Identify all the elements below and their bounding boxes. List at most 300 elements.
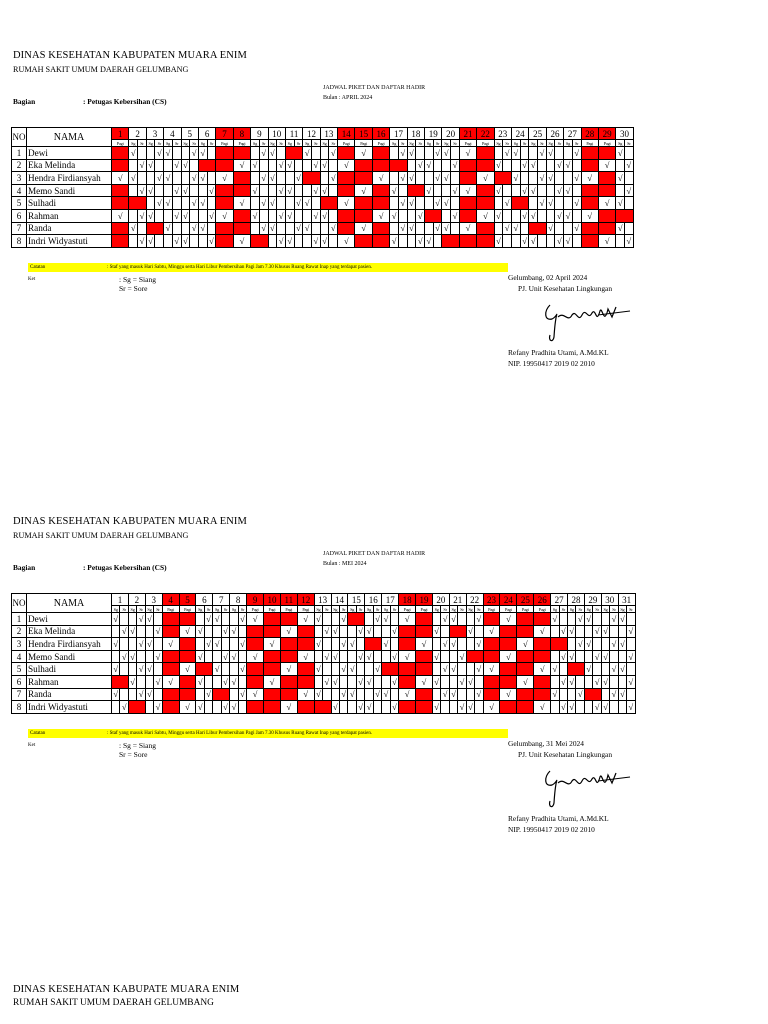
signature-block [508, 739, 613, 834]
attendance-cell: √ [251, 184, 260, 197]
attendance-cell [494, 197, 503, 210]
off-day-cell [500, 663, 517, 676]
attendance-cell: √ [383, 613, 389, 624]
attendance-cell: √ [197, 701, 203, 712]
attendance-cell [303, 235, 312, 248]
off-day-cell [517, 663, 534, 676]
shift-label: Pagi [581, 140, 598, 147]
shift-label: Pagi [534, 606, 551, 613]
attendance-cell: √ [223, 701, 228, 712]
attendance-cell: √ [503, 222, 512, 235]
attendance-cell: √ [129, 147, 138, 160]
attendance-cell [230, 688, 238, 701]
attendance-cell [190, 159, 199, 172]
attendance-cell: √ [338, 235, 355, 248]
attendance-cell: √ [190, 222, 199, 235]
shift-label: Sr [204, 606, 212, 613]
row-name: Sulhadi [27, 663, 112, 676]
attendance-cell [390, 613, 398, 626]
off-day-cell [459, 235, 476, 248]
attendance-cell [564, 197, 573, 210]
shift-label: Sr [398, 140, 407, 147]
attendance-cell: √ [324, 626, 330, 637]
attendance-cell: √ [392, 651, 397, 662]
off-day-cell [500, 638, 517, 651]
date-header: 30 [616, 128, 633, 140]
off-day-cell [477, 222, 494, 235]
attendance-cell [128, 638, 136, 651]
date-header: 2 [128, 594, 145, 606]
attendance-cell: √ [517, 675, 534, 688]
off-day-cell [477, 159, 494, 172]
attendance-cell [475, 625, 483, 638]
col-header-no: NO [12, 128, 27, 147]
off-day-cell [407, 184, 424, 197]
off-day-cell [216, 235, 233, 248]
attendance-cell [348, 625, 356, 638]
attendance-cell: √ [581, 172, 598, 185]
attendance-cell: √ [581, 209, 598, 222]
attendance-cell [311, 147, 320, 160]
attendance-cell [172, 197, 181, 210]
date-header: 11 [285, 128, 302, 140]
attendance-cell [238, 701, 246, 714]
attendance-cell: √ [172, 209, 181, 222]
schedule-title: JADWAL PIKET DAN DAFTAR HADIR [323, 551, 426, 557]
off-day-cell [598, 184, 615, 197]
attendance-cell: √ [164, 147, 173, 160]
shift-label: Sg [213, 606, 221, 613]
attendance-cell: √ [324, 651, 330, 662]
date-header: 24 [500, 594, 517, 606]
attendance-cell [331, 613, 339, 626]
attendance-cell: √ [416, 209, 425, 222]
attendance-cell: √ [442, 222, 451, 235]
row-no: 4 [12, 184, 27, 197]
off-day-cell [477, 184, 494, 197]
attendance-cell [425, 222, 434, 235]
attendance-cell: √ [113, 638, 119, 649]
off-day-cell [581, 222, 598, 235]
off-day-cell [297, 663, 314, 676]
attendance-cell: √ [172, 184, 181, 197]
attendance-cell [555, 147, 564, 160]
off-day-cell [112, 159, 129, 172]
attendance-cell: √ [416, 235, 425, 248]
attendance-cell [390, 147, 399, 160]
date-header: 30 [601, 594, 618, 606]
attendance-cell [390, 688, 398, 701]
off-day-cell [477, 147, 494, 160]
attendance-cell [458, 638, 466, 651]
attendance-cell [137, 650, 145, 663]
off-day-cell [285, 147, 302, 160]
attendance-cell [601, 663, 609, 676]
attendance-cell: √ [529, 184, 538, 197]
off-day-cell [196, 663, 213, 676]
attendance-cell: √ [164, 222, 173, 235]
shift-label: Sr [458, 606, 466, 613]
shift-label: Sg [529, 140, 538, 147]
shift-label: Sg [390, 140, 399, 147]
attendance-cell: √ [303, 147, 312, 160]
attendance-cell: √ [162, 675, 179, 688]
shift-label: Sr [340, 606, 348, 613]
attendance-cell: √ [529, 159, 538, 172]
attendance-cell [564, 147, 573, 160]
off-day-cell [355, 235, 372, 248]
attendance-cell: √ [231, 676, 237, 687]
attendance-cell [146, 197, 155, 210]
shift-label: Sg [546, 140, 555, 147]
schedule-month: Bulan : APRIL 2024 [323, 95, 373, 101]
attendance-cell: √ [620, 689, 625, 700]
attendance-cell [112, 701, 120, 714]
row-no: 6 [12, 209, 27, 222]
attendance-cell: √ [121, 701, 127, 712]
attendance-cell: √ [206, 689, 211, 700]
off-day-cell [372, 147, 389, 160]
attendance-cell [268, 235, 277, 248]
row-no: 6 [12, 675, 27, 688]
shift-label: Sg [198, 140, 207, 147]
off-day-cell [355, 197, 372, 210]
off-day-cell [162, 613, 179, 626]
off-day-cell [213, 688, 230, 701]
attendance-cell [441, 675, 449, 688]
shift-label: Sr [294, 140, 303, 147]
attendance-cell [294, 184, 303, 197]
off-day-cell [372, 184, 389, 197]
attendance-cell: √ [341, 613, 347, 624]
schedule-month: Bulan : MEI 2024 [323, 561, 367, 567]
attendance-cell [145, 701, 153, 714]
attendance-cell [568, 688, 576, 701]
attendance-cell: √ [113, 664, 119, 675]
off-day-cell [459, 197, 476, 210]
attendance-cell [365, 613, 373, 626]
attendance-cell [442, 159, 451, 172]
attendance-cell: √ [324, 676, 330, 687]
shift-label: Sg [331, 606, 339, 613]
attendance-cell [323, 688, 331, 701]
attendance-cell [407, 235, 416, 248]
off-day-cell [494, 172, 511, 185]
row-name: Randa [27, 222, 112, 235]
attendance-cell [138, 147, 147, 160]
ket-label: Ket [28, 277, 36, 282]
attendance-cell: √ [538, 172, 547, 185]
attendance-cell [164, 184, 173, 197]
off-day-cell [338, 209, 355, 222]
attendance-cell: √ [231, 651, 237, 662]
handwritten-signature [538, 297, 638, 347]
attendance-cell [416, 172, 425, 185]
off-day-cell [399, 625, 416, 638]
legend-sore: Sr = Sore [119, 750, 148, 759]
attendance-cell: √ [564, 209, 573, 222]
date-header: 17 [382, 594, 399, 606]
attendance-cell: √ [332, 676, 338, 687]
attendance-cell [584, 625, 592, 638]
attendance-cell: √ [372, 209, 389, 222]
date-header: 29 [584, 594, 601, 606]
attendance-cell: √ [476, 638, 482, 649]
date-header: 7 [213, 594, 230, 606]
shift-label: Sr [576, 606, 584, 613]
off-day-cell [534, 613, 551, 626]
table-row [12, 688, 636, 701]
attendance-cell: √ [113, 689, 119, 700]
off-day-cell [264, 613, 281, 626]
shift-label: Pagi [216, 140, 233, 147]
attendance-cell [538, 235, 547, 248]
attendance-cell: √ [130, 676, 135, 687]
attendance-cell: √ [572, 147, 581, 160]
attendance-cell [449, 701, 457, 714]
attendance-cell: √ [112, 172, 129, 185]
attendance-cell [238, 675, 246, 688]
attendance-cell: √ [247, 688, 264, 701]
shift-label: Sr [555, 140, 564, 147]
off-day-cell [517, 613, 534, 626]
shift-label: Sr [329, 140, 338, 147]
attendance-cell [198, 209, 207, 222]
off-day-cell [581, 184, 598, 197]
attendance-cell: √ [332, 626, 338, 637]
off-day-cell [399, 663, 416, 676]
off-day-cell [483, 650, 500, 663]
row-name: Rahman [27, 675, 112, 688]
attendance-cell: √ [383, 689, 389, 700]
attendance-cell: √ [320, 184, 329, 197]
attendance-cell [520, 172, 529, 185]
off-day-cell [416, 650, 433, 663]
off-day-cell [179, 650, 196, 663]
attendance-cell: √ [483, 701, 500, 714]
attendance-cell: √ [390, 209, 399, 222]
attendance-cell: √ [442, 638, 448, 649]
attendance-cell: √ [264, 675, 281, 688]
attendance-cell [555, 172, 564, 185]
date-header: 14 [331, 594, 348, 606]
attendance-cell: √ [162, 638, 179, 651]
date-header: 6 [198, 128, 215, 140]
row-no: 1 [12, 147, 27, 160]
shift-label: Sg [551, 606, 559, 613]
attendance-cell: √ [121, 651, 127, 662]
attendance-cell [442, 184, 451, 197]
attendance-cell [155, 184, 164, 197]
date-header: 26 [534, 594, 551, 606]
shift-label: Sr [154, 606, 162, 613]
attendance-cell [190, 184, 199, 197]
attendance-cell: √ [586, 638, 591, 649]
row-name: Memo Sandi [27, 650, 112, 663]
date-header: 17 [390, 128, 407, 140]
attendance-cell: √ [577, 638, 583, 649]
attendance-cell: √ [564, 184, 573, 197]
attendance-cell: √ [416, 638, 433, 651]
off-day-cell [551, 638, 568, 651]
attendance-cell [259, 209, 268, 222]
attendance-cell: √ [251, 209, 260, 222]
attendance-cell: √ [520, 184, 529, 197]
attendance-cell [128, 663, 136, 676]
attendance-cell: √ [500, 613, 517, 626]
off-day-cell [198, 159, 215, 172]
shift-label: Sr [593, 606, 601, 613]
attendance-cell [311, 197, 320, 210]
off-day-cell [162, 688, 179, 701]
attendance-cell: √ [494, 235, 503, 248]
row-no: 3 [12, 638, 27, 651]
off-day-cell [416, 613, 433, 626]
attendance-cell: √ [494, 184, 503, 197]
attendance-cell [207, 197, 216, 210]
attendance-cell: √ [231, 701, 237, 712]
shift-label: Sr [572, 140, 581, 147]
hospital-title: RUMAH SAKIT UMUM DAERAH GELUMBANG [13, 65, 189, 74]
attendance-cell: √ [285, 235, 294, 248]
attendance-cell: √ [138, 664, 144, 675]
attendance-cell [137, 675, 145, 688]
off-day-cell [338, 222, 355, 235]
attendance-cell: √ [179, 625, 196, 638]
date-header: 21 [449, 594, 466, 606]
off-day-cell [598, 147, 615, 160]
bagian-label: Bagian [13, 563, 36, 572]
shift-label: Sg [268, 140, 277, 147]
attendance-cell [529, 197, 538, 210]
attendance-cell [449, 650, 457, 663]
attendance-cell: √ [198, 222, 207, 235]
shift-label: Pagi [179, 606, 196, 613]
attendance-cell: √ [476, 613, 482, 624]
attendance-cell: √ [240, 638, 245, 649]
off-day-cell [338, 184, 355, 197]
table-row [12, 663, 636, 676]
shift-label: Pagi [280, 606, 297, 613]
shift-label: Sr [259, 140, 268, 147]
attendance-cell: √ [355, 147, 372, 160]
shift-label: Pagi [247, 606, 264, 613]
attendance-cell [128, 613, 136, 626]
attendance-cell: √ [628, 676, 634, 687]
attendance-cell [551, 701, 559, 714]
attendance-cell [616, 184, 625, 197]
off-day-cell [280, 688, 297, 701]
attendance-cell [576, 625, 584, 638]
attendance-cell: √ [155, 147, 164, 160]
attendance-cell: √ [586, 664, 591, 675]
attendance-cell [466, 663, 474, 676]
attendance-cell [128, 688, 136, 701]
attendance-cell [268, 159, 277, 172]
row-no: 1 [12, 613, 27, 626]
attendance-cell [425, 197, 434, 210]
shift-legend [119, 741, 156, 759]
agency-title: DINAS KESEHATAN KABUPATEN MUARA ENIM [13, 516, 247, 527]
attendance-cell: √ [468, 701, 473, 712]
attendance-cell [425, 147, 434, 160]
off-day-cell [355, 172, 372, 185]
attendance-cell [181, 147, 190, 160]
off-day-cell [280, 650, 297, 663]
shift-label: Sr [356, 606, 364, 613]
attendance-cell: √ [451, 613, 456, 624]
catatan-bar [28, 263, 508, 272]
bagian-value: : Petugas Kebersihan (CS) [83, 563, 167, 572]
off-day-cell [372, 159, 389, 172]
date-header: 5 [179, 594, 196, 606]
attendance-cell: √ [207, 235, 216, 248]
attendance-cell: √ [477, 172, 494, 185]
date-header: 22 [466, 594, 483, 606]
attendance-cell: √ [223, 651, 228, 662]
attendance-cell [221, 663, 229, 676]
attendance-cell: √ [552, 689, 558, 700]
attendance-cell [458, 613, 466, 626]
attendance-cell: √ [555, 184, 564, 197]
off-day-cell [264, 625, 281, 638]
attendance-cell [475, 701, 483, 714]
attendance-cell: √ [434, 701, 439, 712]
attendance-cell: √ [349, 689, 355, 700]
attendance-cell [441, 625, 449, 638]
off-day-cell [128, 701, 145, 714]
row-name: Dewi [27, 147, 112, 160]
attendance-cell: √ [320, 235, 329, 248]
attendance-cell [277, 197, 286, 210]
shift-label: Sg [285, 140, 294, 147]
shift-label: Pagi [372, 140, 389, 147]
off-day-cell [517, 701, 534, 714]
attendance-cell: √ [280, 701, 297, 714]
date-header: 15 [355, 128, 372, 140]
shift-label: Sg [303, 140, 312, 147]
shift-label: Sr [610, 606, 618, 613]
catatan-text: : Staf yang masuk Hari Sabtu, Minggu serta Hari Libur Pembersihan Pagi Jam 7.30 Khusus Ruang Rawat Inap yang terdapat pasien. [107, 265, 373, 270]
attendance-cell: √ [233, 159, 250, 172]
attendance-cell: √ [349, 638, 355, 649]
attendance-cell: √ [425, 184, 434, 197]
attendance-cell [390, 197, 399, 210]
off-day-cell [179, 638, 196, 651]
attendance-cell: √ [277, 159, 286, 172]
attendance-cell [551, 675, 559, 688]
date-header: 19 [425, 128, 442, 140]
attendance-cell: √ [155, 701, 161, 712]
attendance-cell [584, 675, 592, 688]
attendance-cell [398, 184, 407, 197]
attendance-cell [564, 172, 573, 185]
attendance-cell [285, 222, 294, 235]
attendance-cell: √ [294, 222, 303, 235]
attendance-cell: √ [190, 197, 199, 210]
off-day-cell [584, 688, 601, 701]
attendance-cell: √ [398, 222, 407, 235]
attendance-cell: √ [399, 650, 416, 663]
off-day-cell [534, 675, 551, 688]
attendance-cell [373, 701, 381, 714]
attendance-cell: √ [277, 184, 286, 197]
off-day-cell [112, 675, 129, 688]
attendance-cell: √ [207, 184, 216, 197]
attendance-cell [314, 675, 322, 688]
attendance-cell [511, 209, 520, 222]
attendance-cell [373, 675, 381, 688]
